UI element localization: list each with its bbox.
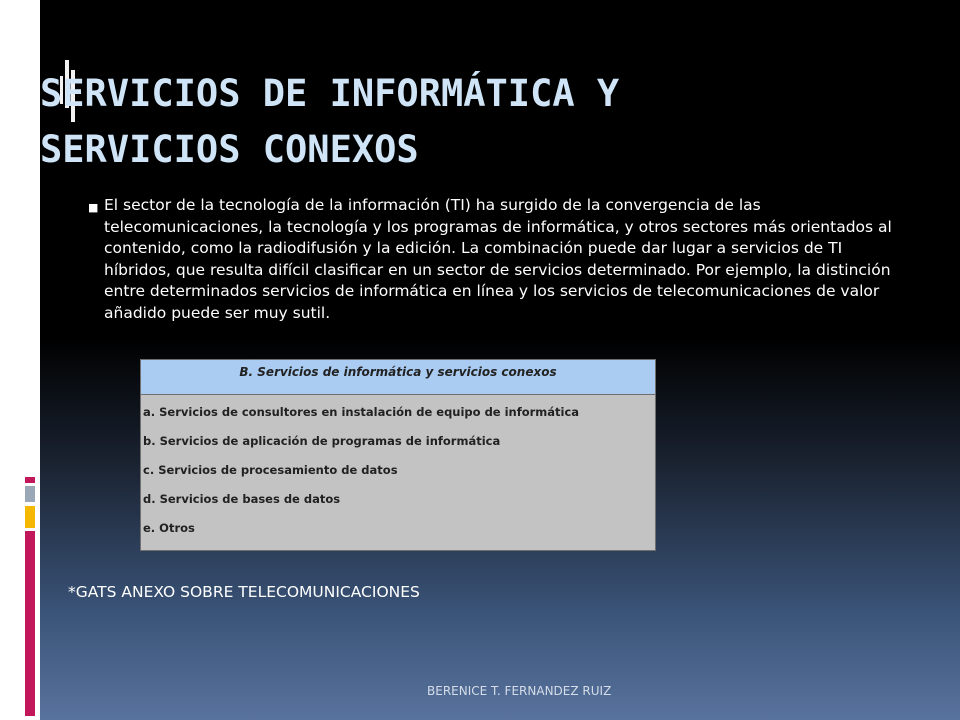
footnote-text: *GATS ANEXO SOBRE TELECOMUNICACIONES bbox=[68, 583, 420, 601]
table-row: c. Servicios de procesamiento de datos bbox=[143, 463, 398, 477]
table-body bbox=[141, 395, 655, 546]
bullet-icon: ■ bbox=[88, 201, 99, 214]
table-row: a. Servicios de consultores en instalación de equipo de informática bbox=[143, 405, 580, 419]
table-row: b. Servicios de aplicación de programas de informática bbox=[143, 434, 501, 448]
title-line-1: SERVICIOS DE INFORMÁTICA Y bbox=[40, 72, 620, 115]
table-row: e. Otros bbox=[143, 521, 195, 535]
slide-footer: BERENICE T. FERNANDEZ RUIZ bbox=[427, 684, 612, 698]
accent-bar-yellow bbox=[25, 506, 35, 528]
accent-bar-red bbox=[25, 477, 35, 483]
slide-title bbox=[40, 66, 920, 178]
accent-bar-pink bbox=[25, 531, 35, 716]
services-table bbox=[140, 359, 656, 551]
table-header: B. Servicios de informática y servicios conexos bbox=[141, 360, 655, 395]
accent-bar-gray bbox=[25, 486, 35, 502]
title-line-2: SERVICIOS CONEXOS bbox=[40, 128, 419, 171]
body-text: El sector de la tecnología de la información (TI) ha surgido de la convergencia de las telecomunicaciones, la tecnología y los programas de informática, y otros sectores más orientados al contenido, como la radiodifusión y la edición. La combinación puede dar lugar a servicios de TI híbridos, que resulta difícil clasificar en un sector de servicios determinado. Por ejemplo, la distinción entre determinados servicios de informática en línea y los servicios de telecomunicaciones de valor añadido puede ser muy sutil. bbox=[104, 196, 892, 322]
table-row: d. Servicios de bases de datos bbox=[143, 492, 341, 506]
